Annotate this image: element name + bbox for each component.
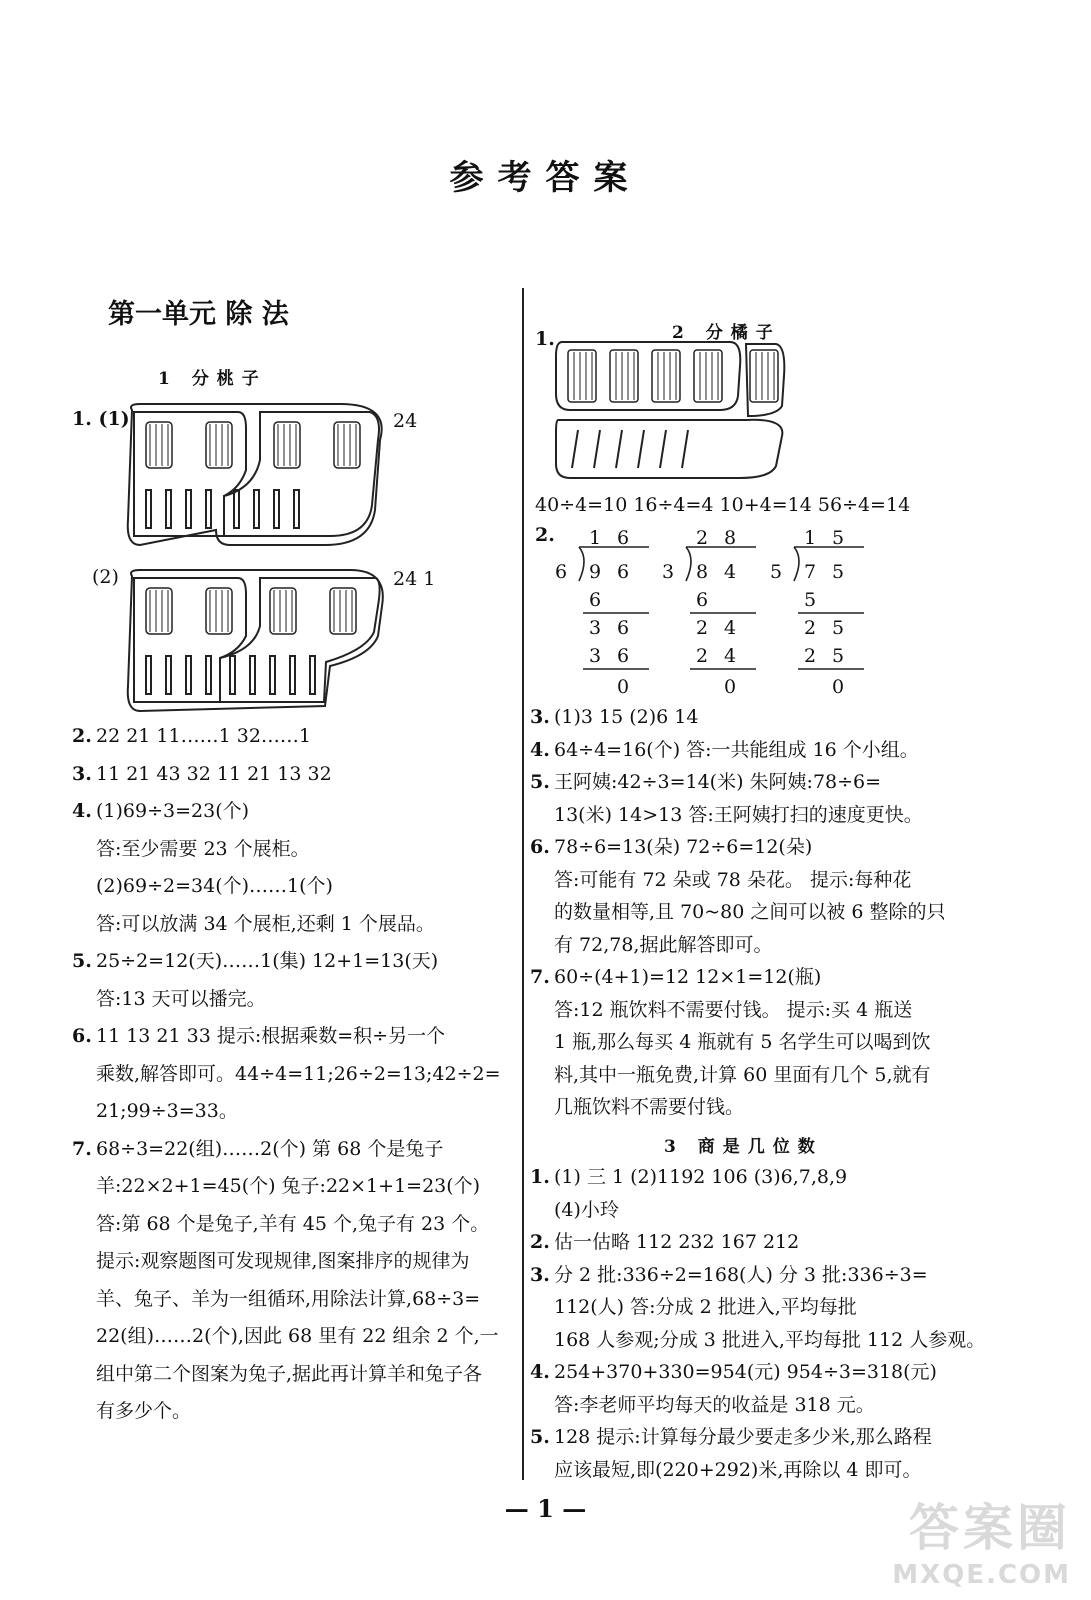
dividend-digit: 8 [696, 561, 709, 583]
question-number: 6. [530, 836, 550, 858]
answer-text: 估一估略 112 232 167 212 [554, 1231, 800, 1253]
question-number: 3. [530, 706, 550, 728]
division-bracket [672, 545, 772, 715]
sticks-figure [550, 336, 790, 486]
subtrahend-digit: 2 [696, 645, 709, 667]
answer-text: 答:至少需要 23 个展柜。 [96, 837, 310, 860]
question-number: 4. [72, 800, 92, 822]
answer-text: 答:可能有 72 朵或 78 朵花。 提示:每种花 [554, 868, 912, 891]
lesson2-title: 2 分橘子 [672, 323, 781, 343]
answer-line [530, 1428, 932, 1447]
r-q2-label: 2. [535, 524, 555, 546]
answer-text: 168 人参观;分成 3 批进入,平均每批 112 人参观。 [554, 1328, 986, 1351]
question-number: 3. [530, 1263, 550, 1286]
r-q1-label: 1. [535, 328, 555, 350]
answer-text: 有 72,78,据此解答即可。 [554, 933, 773, 956]
lesson3-title: 3 商是几位数 [664, 1137, 823, 1157]
remainder-digit: 2 [804, 617, 817, 639]
quotient-digit: 1 [589, 527, 602, 549]
answer-text: 有多少个。 [96, 1400, 192, 1422]
question-number: 4. [530, 1361, 550, 1383]
question-number: 1. [530, 1166, 550, 1188]
answer-text: 料,其中一瓶免费,计算 60 里面有几个 5,就有 [554, 1063, 931, 1086]
quotient-digit: 8 [724, 527, 737, 549]
answer-line [530, 968, 821, 987]
answer-text: (1)3 15 (2)6 14 [554, 706, 699, 728]
answer-text: 25÷2=12(天)……1(集) 12+1=13(天) [96, 950, 439, 972]
answer-text: (1)69÷3=23(个) [96, 800, 250, 822]
answer-line [72, 762, 332, 785]
answer-line [72, 1287, 481, 1310]
answer-line [530, 803, 923, 826]
answer-text: 答:13 天可以播完。 [96, 987, 266, 1010]
subtrahend-digit: 6 [617, 645, 630, 667]
question-number: 6. [72, 1025, 92, 1047]
dividend-digit: 4 [724, 561, 737, 583]
final-remainder: 0 [617, 676, 630, 698]
answer-line [530, 1098, 744, 1117]
division-bracket [780, 545, 880, 715]
answer-line [72, 912, 435, 935]
question-number: 3. [72, 762, 92, 785]
remainder-digit: 6 [617, 617, 630, 639]
answer-line [530, 1063, 931, 1086]
dividend-digit: 7 [804, 561, 817, 583]
answer-line [72, 1252, 469, 1271]
subtrahend: 6 [696, 589, 709, 611]
answer-line [530, 1458, 922, 1481]
divisor: 3 [662, 561, 675, 583]
subtrahend-digit: 3 [589, 645, 602, 667]
answer-text: 60÷(4+1)=12 12×1=12(瓶) [554, 966, 822, 988]
answer-line [72, 1212, 490, 1235]
answer-line [530, 738, 919, 761]
quotient-digit: 2 [696, 527, 709, 549]
answer-text: (4)小玲 [554, 1198, 619, 1221]
answer-text: 21;99÷3=33。 [96, 1100, 238, 1122]
answer-text: (1) 三 1 (2)1192 106 (3)6,7,8,9 [554, 1166, 848, 1188]
answer-line [530, 868, 912, 891]
answer-line [72, 727, 311, 746]
answer-line [72, 1062, 501, 1085]
page-title: 参考答案 [449, 158, 642, 198]
answer-line [530, 1168, 847, 1187]
answer-line [530, 1298, 857, 1317]
question-number: 4. [530, 738, 550, 761]
answer-line [530, 773, 881, 792]
subtrahend: 5 [804, 589, 817, 611]
answer-text: 64÷4=16(个) 答:一共能组成 16 个小组。 [554, 738, 919, 761]
answer-text: 78÷6=13(朵) 72÷6=12(朵) [554, 836, 813, 858]
answer-text: 1 瓶,那么每买 4 瓶就有 5 名学生可以喝到饮 [554, 1031, 931, 1053]
division-bracket [565, 545, 665, 715]
divisor: 5 [770, 561, 783, 583]
question-number: 5. [530, 1426, 550, 1448]
answer-text: 提示:观察题图可发现规律,图案排序的规律为 [96, 1250, 470, 1272]
answer-line [530, 708, 698, 727]
bundles-figure-2 [120, 566, 390, 716]
q1-2-answer: 24 1 [393, 568, 436, 590]
answer-line [72, 1102, 238, 1121]
subtrahend-digit: 2 [804, 645, 817, 667]
answer-text: 分 2 批:336÷2=168(人) 分 3 批:336÷3= [554, 1263, 928, 1286]
quotient-digit: 6 [617, 527, 630, 549]
answer-text: 答:第 68 个是兔子,羊有 45 个,兔子有 23 个。 [96, 1212, 490, 1235]
answer-text: 68÷3=22(组)……2(个) 第 68 个是兔子 [96, 1137, 444, 1160]
orange-equations: 40÷4=10 16÷4=4 10+4=14 56÷4=14 [535, 494, 911, 516]
question-number: 2. [72, 725, 92, 747]
dividend-digit: 5 [832, 561, 845, 583]
answer-line [530, 1263, 928, 1286]
answer-line [72, 1362, 483, 1385]
answer-text: 答:可以放满 34 个展柜,还剩 1 个展品。 [96, 912, 435, 935]
answer-text: 22(组)……2(个),因此 68 里有 22 组余 2 个,一 [96, 1325, 499, 1347]
q1-1-answer: 24 [393, 410, 418, 432]
answer-line [72, 987, 266, 1010]
answer-line [72, 1177, 480, 1196]
answer-line [72, 802, 249, 821]
column-divider [522, 288, 524, 1480]
answer-text: 11 21 43 32 11 21 13 32 [96, 762, 332, 785]
q1-1-label: 1. (1) [72, 408, 130, 430]
answer-line [530, 1393, 875, 1416]
answer-text: 254+370+330=954(元) 954÷3=318(元) [554, 1361, 937, 1383]
subtrahend-digit: 5 [832, 645, 845, 667]
answer-text: 答:李老师平均每天的收益是 318 元。 [554, 1393, 875, 1416]
question-number: 5. [530, 771, 550, 793]
answer-text: 几瓶饮料不需要付钱。 [554, 1096, 745, 1118]
question-number: 2. [530, 1231, 550, 1253]
answer-text: 组中第二个图案为兔子,据此再计算羊和兔子各 [96, 1362, 483, 1385]
bundles-figure-1 [120, 400, 390, 550]
answer-text: 11 13 21 33 提示:根据乘数=积÷另一个 [96, 1025, 446, 1047]
answer-line [72, 837, 310, 860]
unit-title: 第一单元 除 法 [108, 299, 289, 330]
answer-line [72, 1402, 191, 1421]
subtrahend-digit: 4 [724, 645, 737, 667]
answer-line [530, 838, 812, 857]
subtrahend: 6 [589, 589, 602, 611]
answer-text: 应该最短,即(220+292)米,再除以 4 即可。 [554, 1458, 922, 1481]
answer-text: (2)69÷2=34(个)……1(个) [96, 875, 333, 897]
answer-line [72, 1027, 445, 1046]
answer-line [72, 952, 438, 971]
answer-line [530, 1363, 937, 1382]
watermark-logo: 答案圈 MXQE.COM [892, 1499, 1071, 1590]
answer-text: 128 提示:计算每分最少要走多少米,那么路程 [554, 1426, 932, 1448]
remainder-digit: 3 [589, 617, 602, 639]
answer-line [530, 1198, 619, 1221]
answer-text: 答:12 瓶饮料不需要付钱。 提示:买 4 瓶送 [554, 998, 913, 1021]
answer-text: 22 21 11……1 32……1 [96, 725, 312, 747]
answer-line [530, 1233, 799, 1252]
answer-line [530, 1033, 931, 1052]
answer-line [530, 1328, 986, 1351]
answer-line [530, 933, 773, 956]
dividend-digit: 9 [589, 561, 602, 583]
answer-line [530, 998, 913, 1021]
question-number: 7. [72, 1137, 92, 1160]
answer-text: 王阿姨:42÷3=14(米) 朱阿姨:78÷6= [554, 771, 882, 793]
answer-line [72, 877, 333, 896]
question-number: 5. [72, 950, 92, 972]
remainder-digit: 5 [832, 617, 845, 639]
page-number: — 1 — [504, 1494, 587, 1523]
lesson1-title: 1 分桃子 [158, 369, 267, 389]
quotient-digit: 1 [804, 527, 817, 549]
answer-text: 乘数,解答即可。44÷4=11;26÷2=13;42÷2= [96, 1062, 501, 1085]
dividend-digit: 6 [617, 561, 630, 583]
answer-line [530, 903, 946, 922]
answer-line [72, 1327, 499, 1346]
final-remainder: 0 [724, 676, 737, 698]
remainder-digit: 4 [724, 617, 737, 639]
answer-text: 13(米) 14>13 答:王阿姨打扫的速度更快。 [554, 803, 923, 826]
answer-text: 羊:22×2+1=45(个) 兔子:22×1+1=23(个) [96, 1175, 481, 1197]
final-remainder: 0 [832, 676, 845, 698]
divisor: 6 [555, 561, 568, 583]
answer-text: 的数量相等,且 70~80 之间可以被 6 整除的只 [554, 901, 946, 923]
q1-2-label: (2) [92, 566, 119, 588]
answer-line [72, 1137, 444, 1160]
answer-text: 羊、兔子、羊为一组循环,用除法计算,68÷3= [96, 1287, 481, 1310]
quotient-digit: 5 [832, 527, 845, 549]
answer-text: 112(人) 答:分成 2 批进入,平均每批 [554, 1296, 857, 1318]
remainder-digit: 2 [696, 617, 709, 639]
question-number: 7. [530, 966, 550, 988]
